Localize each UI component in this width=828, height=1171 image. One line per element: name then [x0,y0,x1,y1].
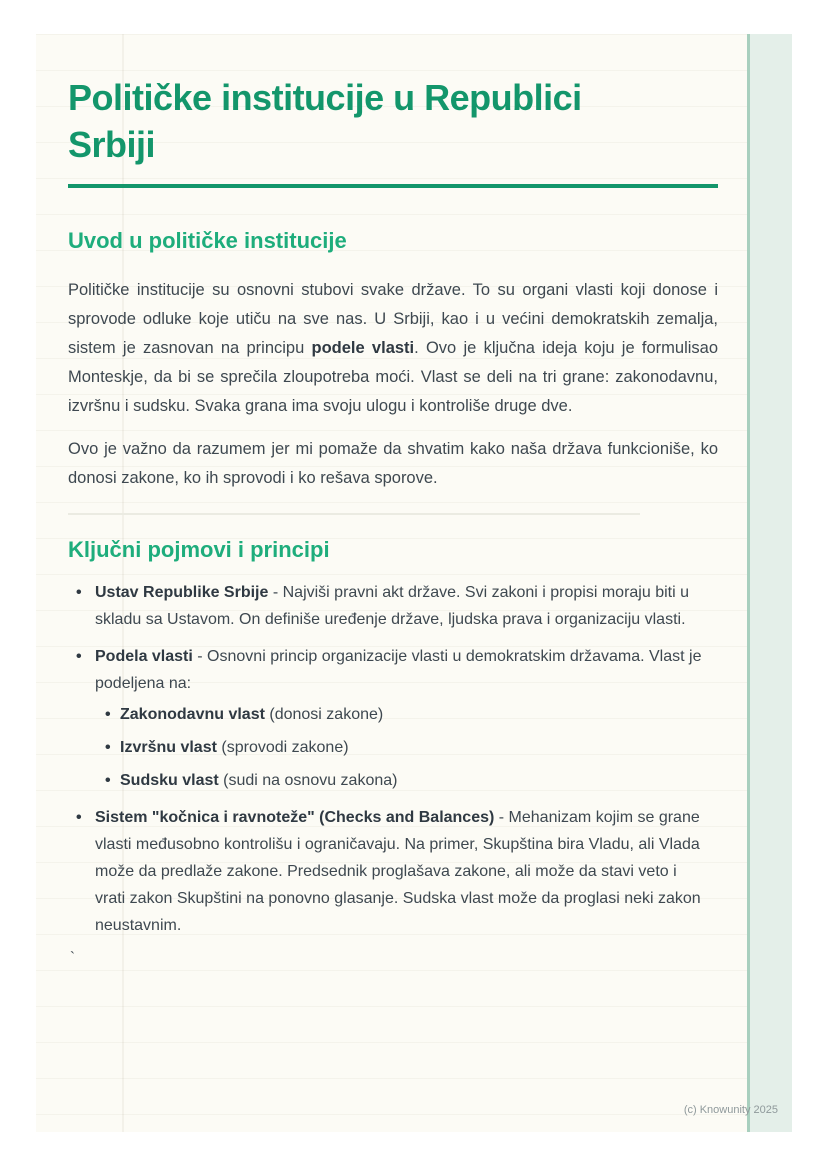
page-title-line-2: Srbiji [68,124,156,165]
sublist-item-sudska-term: Sudsku vlast [120,772,219,789]
document-page [36,34,792,1132]
stray-backtick-character: ` [70,949,75,966]
sublist-item-izvrsna-term: Izvršnu vlast [120,739,217,756]
list-item-ustav-definition: - Najviši pravni akt države. Svi zakoni i propisi moraju biti u skladu sa Ustavom. On definiše uređenje države, ljudska prava i organizaciju vlasti. [95,584,689,628]
section-heading-concepts: Ključni pojmovi i principi [68,537,330,562]
sublist-item-zakonodavna [95,701,708,728]
footer-copyright: (c) Knowunity 2025 [683,1104,778,1116]
list-item-ustav [68,579,708,633]
intro-paragraph-1-bold: podele vlasti [311,339,415,357]
right-green-stripe [747,34,792,1132]
document-content [36,34,718,966]
list-item-checks-definition: - Mehanizam kojim se grane vlasti međusobno kontrolišu i ograničavaju. Na primer, Skupština bira Vladu, ali Vlada može da predlaže zakone. Predsednik proglašava zakone, ali može da stavi veto i vrati zakon Skupštini na ponovno glasanje. Sudska vlast može da proglasi neki zakon neustavnim. [95,809,701,934]
list-item-checks-term: Sistem "kočnica i ravnoteže" (Checks and Balances) [95,809,495,826]
sublist-item-izvrsna [95,734,708,761]
list-item-checks-and-balances [68,804,708,939]
intro-paragraph-2: Ovo je važno da razumem jer mi pomaže da shvatim kako naša država funkcioniše, ko donosi zakone, ko ih sprovodi i ko rešava sporove. [68,440,718,487]
section-heading-intro: Uvod u političke institucije [68,228,347,253]
intro-paragraph-1 [68,276,718,421]
title-underline-rule [68,184,718,188]
page-title-line-1: Političke institucije u Republici [68,77,582,118]
concepts-list [68,579,708,939]
sublist-item-sudska-note: (sudi na osnovu zakona) [218,772,398,789]
list-item-podela-term: Podela vlasti [95,648,193,665]
sublist-item-zakonodavna-note: (donosi zakone) [264,706,384,723]
sublist-item-sudska [95,767,708,794]
sublist-item-izvrsna-note: (sprovodi zakone) [216,739,349,756]
list-item-podela-definition: - Osnovni princip organizacije vlasti u demokratskim državama. Vlast je podeljena na: [95,648,702,692]
list-item-ustav-term: Ustav Republike Srbije [95,584,269,601]
page-title [68,74,718,168]
list-item-podela-vlasti [68,643,708,794]
intro-paragraph-1-pre: Političke institucije su osnovni stubovi svake države. To su organi vlasti koji donose i sprovode odluke koje utiču na sve nas. U Srbiji, kao i u većini demokratskih zemalja, sistem je zasnovan na principu [68,281,718,357]
powers-sublist [95,701,708,794]
intro-paragraph-1-post: . Ovo je ključna ideja koju je formulisao Monteskje, da bi se sprečila zloupotreba moći. Vlast se deli na tri grane: zakonodavnu, izvršnu i sudsku. Svaka grana ima svoju ulogu i kontroliše druge dve. [68,339,718,415]
sublist-item-zakonodavna-term: Zakonodavnu vlast [120,706,265,723]
section-divider [68,513,640,515]
